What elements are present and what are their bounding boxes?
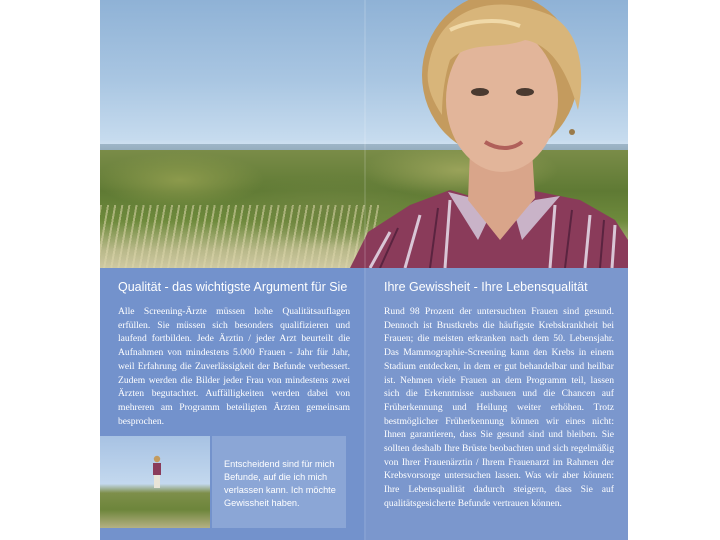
right-panel-body — [384, 305, 614, 511]
right-panel-heading: Ihre Gewissheit - Ihre Lebensqualität — [384, 280, 588, 294]
dune-grass — [100, 205, 380, 268]
quote-box — [212, 436, 346, 528]
brochure-spread — [100, 0, 628, 540]
right-panel-paragraph: Rund 98 Prozent der untersuchten Frauen sind gesund. Dennoch ist Brustkrebs die häufigste Krebskrankheit bei Frauen; die meisten erkranken nach dem 50. Lebensjahr. Das Mammographie-Screening kann den Krebs in einem Stadium entdecken, in dem er gut behandelbar und heilbar ist. Nehmen viele Frauen an dem Programm teil, lassen sich die Erkenntnisse ausbauen und die Chancen auf Früherkennung und Heilung weiter erhöhen. Trotz bestmöglicher Früherkennung können wir eines nicht: Ihnen garantieren, dass Sie gesund sind und bleiben. Sie sollten deshalb Ihre Brüste beobachten und sich regelmäßig von Ihrer Frauenärztin / Ihrem Frauenarzt im Rahmen der Krebsvorsorge untersuchen lassen. Was wir aber können: Ihre Lebensqualität dadurch steigern, dass Sie auf qualitätsgesicherte Befunde vertrauen können. — [384, 306, 614, 509]
right-panel — [366, 268, 628, 540]
left-panel-heading: Qualität - das wichtigste Argument für Sie — [118, 280, 348, 294]
quote-text: Entscheidend sind für mich Befunde, auf die ich mich verlassen kann. Ich möchte Gewissheit haben. — [224, 459, 336, 508]
woman-portrait-photo — [350, 0, 628, 268]
thumbnail-person-figure — [150, 455, 164, 489]
left-panel-body — [118, 305, 350, 428]
left-panel-paragraph: Alle Screening-Ärzte müssen hohe Qualitätsauflagen erfüllen. Sie müssen sich besonders qualifizieren und laufend fortbilden. Jede Ärztin / jeder Arzt beurteilt die Aufnahmen von mindestens 5.000 Frauen - Jahr für Jahr, weil Erfahrung die Zuverlässigkeit der Befunde verbessert. Zudem werden die Bilder jeder Frau von mindestens zwei Ärzten begutachtet. Auffälligkeiten werden dabei von mehreren am Programm beteiligten Ärzten gemeinsam besprochen. — [118, 306, 350, 427]
